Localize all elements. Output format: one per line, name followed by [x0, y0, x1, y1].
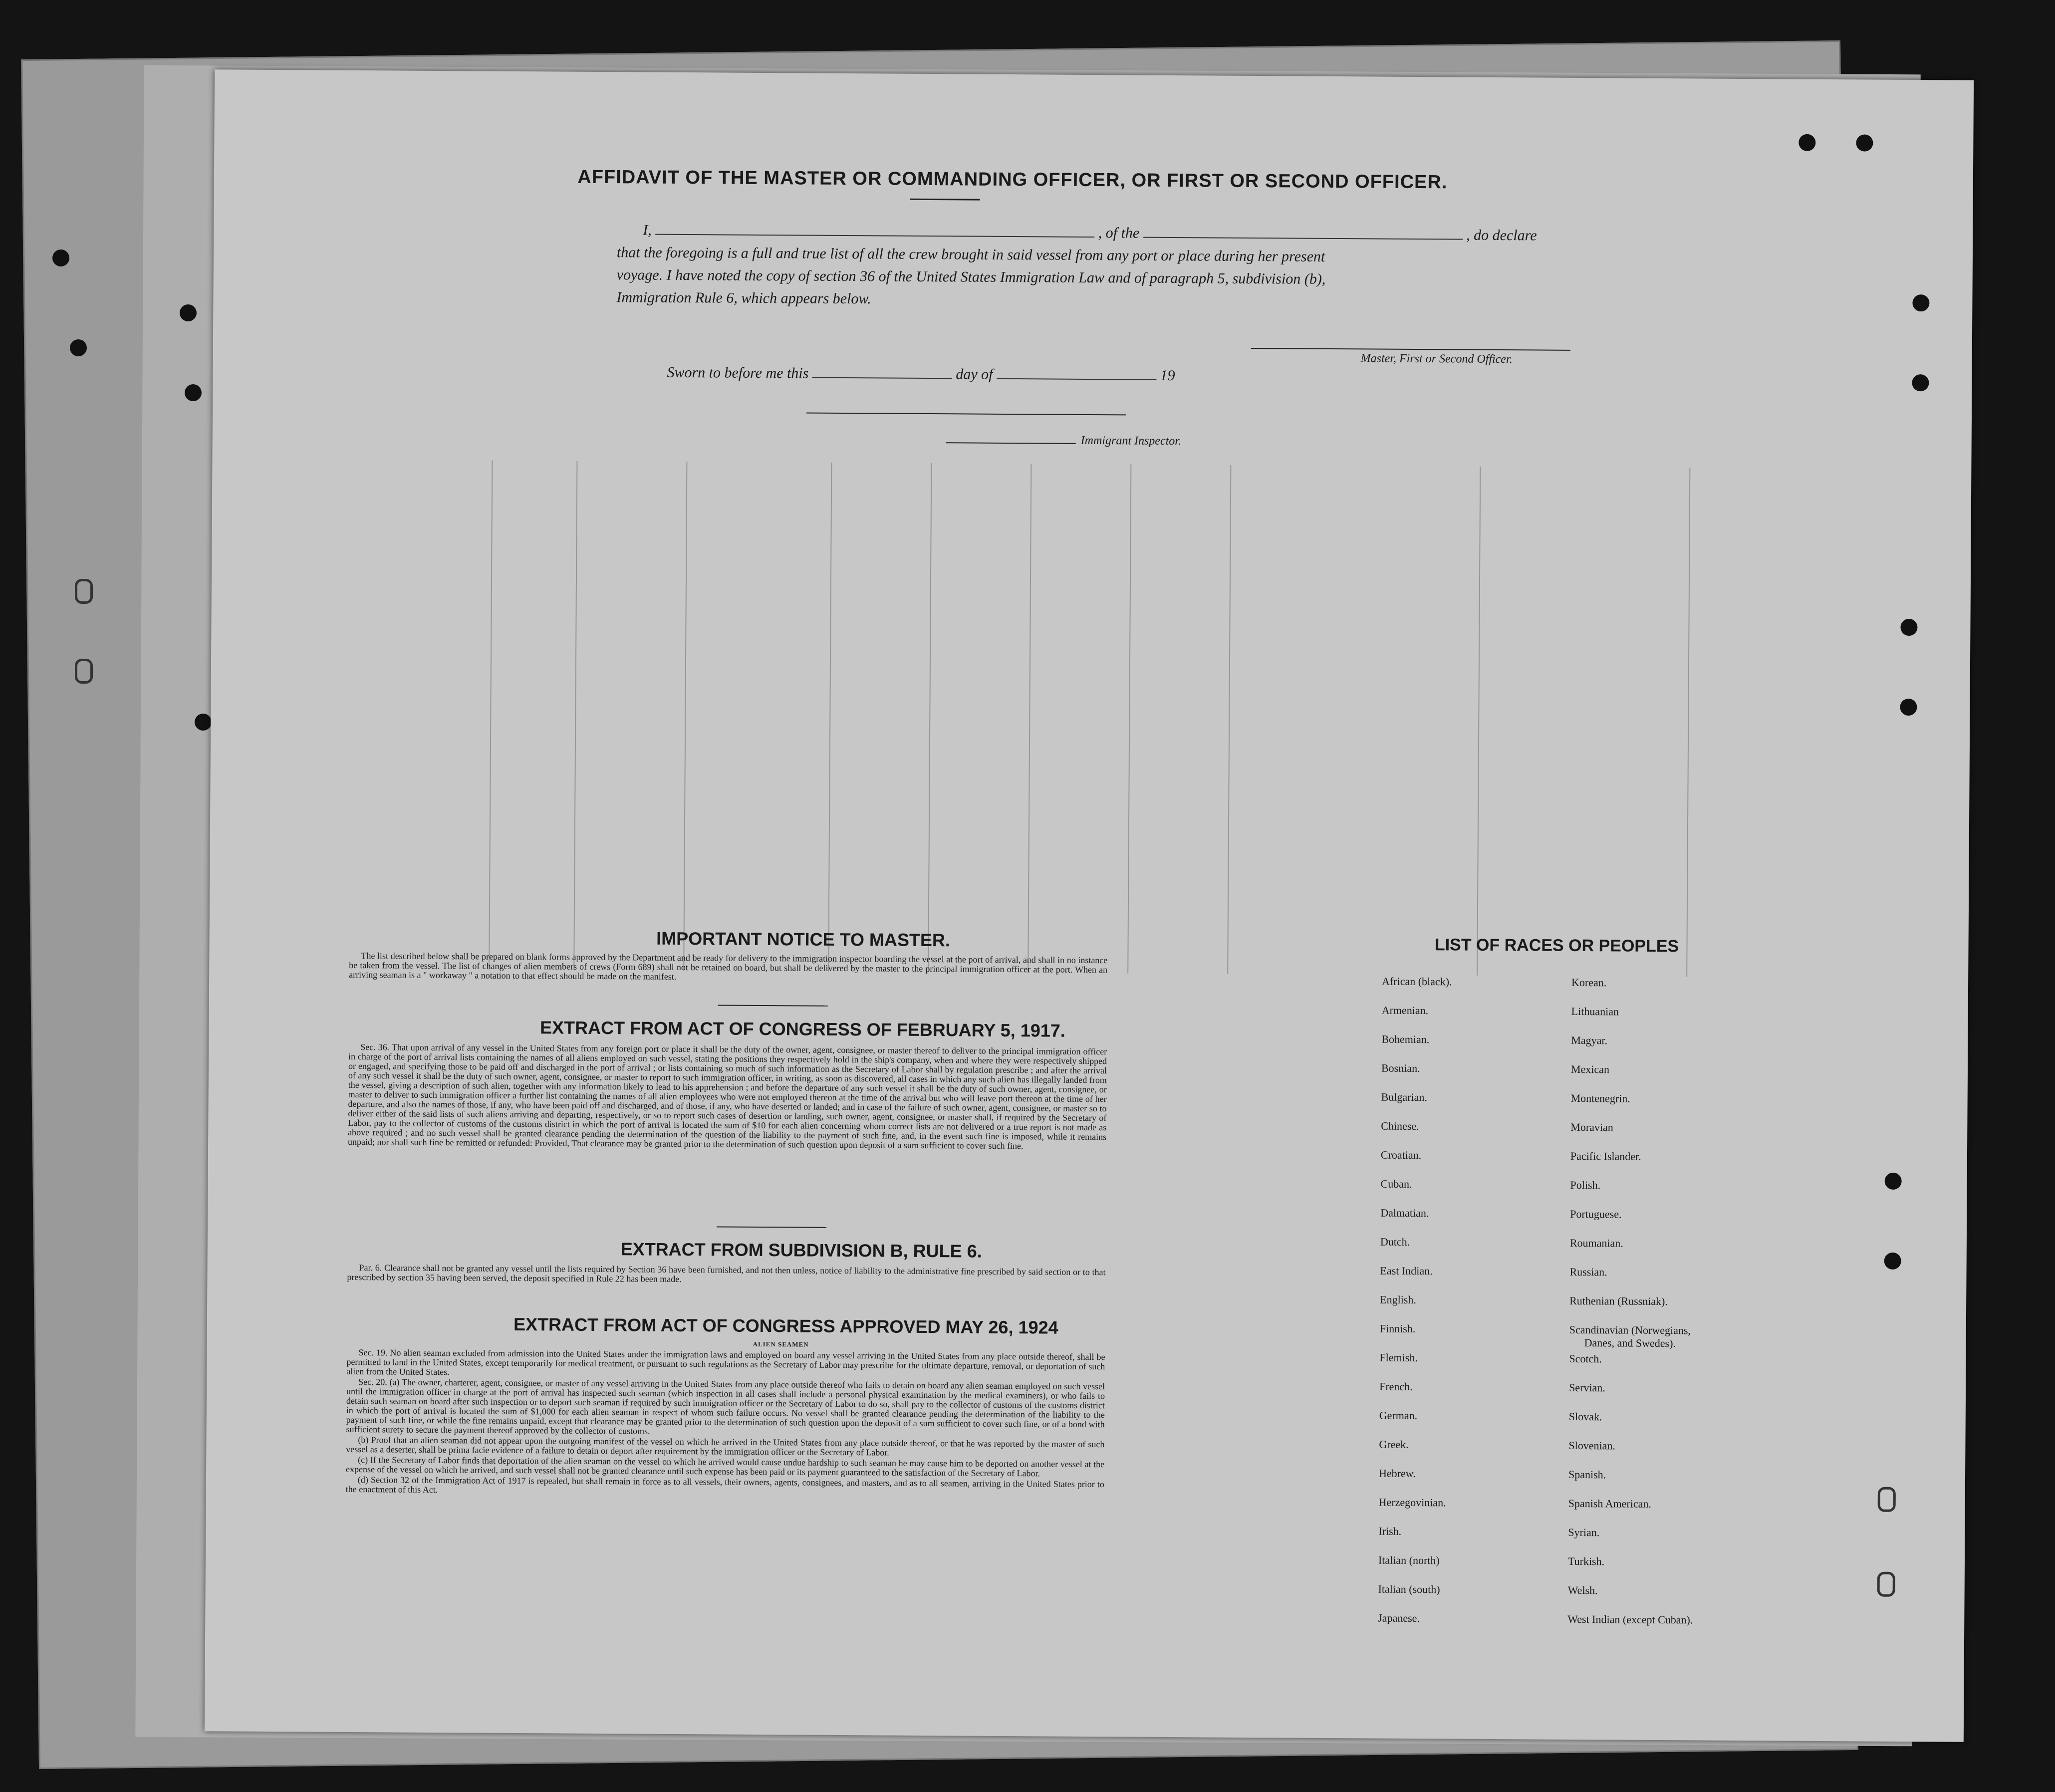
race-item: German. — [1379, 1409, 1418, 1422]
declaration-declare: , do declare — [1466, 227, 1537, 244]
race-item: Servian. — [1569, 1381, 1605, 1394]
declaration-line-4: Immigration Rule 6, which appears below. — [616, 289, 871, 307]
race-item: Montenegrin. — [1570, 1091, 1630, 1105]
race-item: Slovenian. — [1568, 1439, 1615, 1452]
race-item: African (black). — [1382, 975, 1452, 988]
race-item: Irish. — [1378, 1525, 1402, 1537]
punch-hole — [1885, 1173, 1902, 1190]
race-item: Cuban. — [1380, 1177, 1412, 1190]
race-item: West Indian (except Cuban). — [1567, 1612, 1693, 1626]
inspector-top-line — [806, 413, 1126, 416]
extract-1924-title: EXTRACT FROM ACT OF CONGRESS APPROVED MAY 26, 1924 — [513, 1313, 1058, 1338]
race-item: Flemish. — [1379, 1351, 1418, 1364]
section-36-paragraph: Sec. 36. That upon arrival of any vessel in the United States from any foreign port or place it shall be the duty of the owner, agent, consignee, or master thereof to deliver to the principal immigration officer in charge of the port of arrival lists containing the names of all aliens employed on such vessel, stating the positions they respectively hold in the ship's company, when and where they were respectively shipped or engaged, and specifying those to be paid off and discharged in the port of arrival ; or lists containing so much of such information as the Secretary of Labor shall by regulation prescribe ; and after the arrival of any such vessel it shall be the duty of such owner, agent, consignee, or master to report to such immigration officer, in writing, as soon as discovered, all cases in which any such alien has illegally landed from the vessel, giving a description of such alien, together with any information likely to lead to his apprehension ; and before the departure of any such vessel it shall be the duty of such owner, agent, consignee, or master to deliver to such immigration officer a further list containing the names of all alien employees who were not employed thereon at the time of the arrival but who will leave port thereon at the time of her departure, and also the names of those, if any, who have been paid off and discharged, and of those, if any, who have deserted or landed; and in case of the failure of such owner, agent, consignee, or master so to deliver either of the said lists of such aliens arriving and departing, respectively, or so to report such cases of desertion or landing, such owner, agent, consignee, or master shall, if required by the Secretary of Labor, pay to the collector of customs of the customs district in which the port of arrival is located the sum of $10 for each alien concerning whom correct lists are not delivered or a true report is not made as above required ; and no such vessel shall be granted clearance pending the determination of the question of the liability to the payment of such fine, and, in the event such fine is imposed, while it remains unpaid; nor shall such fine be remitted or refunded: Provided, That clearance may be granted prior to the determination of such question upon deposit of a sum sufficient to cover such fine. — [348, 1042, 1107, 1151]
race-item: Magyar. — [1571, 1033, 1608, 1047]
bleed-through-columns — [449, 420, 1750, 977]
notice-title: IMPORTANT NOTICE TO MASTER. — [656, 928, 951, 951]
extract-1917-title: EXTRACT FROM ACT OF CONGRESS OF FEBRUARY 5, 1917. — [539, 1017, 1065, 1041]
punch-hole — [70, 339, 87, 356]
divider — [718, 1005, 828, 1006]
punch-hole — [180, 304, 197, 321]
alien-seamen-subtitle: ALIEN SEAMEN — [753, 1340, 809, 1348]
declaration-line-1 — [643, 222, 1537, 245]
race-item: Syrian. — [1568, 1526, 1600, 1539]
race-item: Croatian. — [1380, 1148, 1422, 1162]
year-label: 19 — [1160, 367, 1175, 384]
declaration-i: I, — [643, 222, 652, 239]
sworn-label: Sworn to before me this — [667, 364, 809, 382]
name-field[interactable] — [655, 222, 1094, 238]
section-20b-paragraph: (b) Proof that an alien seaman did not appear upon the outgoing manifest of the vessel on which he arrived in the United States from any place outside thereof, or that he was reported by the master of such vessel as a deserter, shall be prima facie evidence of a failure to detain or deport after requirement by the immigration officer or the Secretary of Labor. — [346, 1435, 1105, 1458]
race-item: Mexican — [1570, 1062, 1610, 1076]
race-item: Roumanian. — [1569, 1236, 1623, 1250]
punch-hole — [52, 250, 69, 266]
race-item: Polish. — [1570, 1178, 1601, 1192]
manifest-page — [205, 69, 1974, 1742]
race-item: Turkish. — [1567, 1554, 1605, 1568]
race-item: Japanese. — [1378, 1611, 1420, 1625]
section-20d-paragraph: (d) Section 32 of the Immigration Act of 1917 is repealed, but shall remain in force as to all vessels, their owners, agents, consignees, and masters, and as to all seamen, arriving in the United States prior to the enactment of this Act. — [345, 1475, 1104, 1495]
race-item: Lithuanian — [1571, 1005, 1619, 1018]
race-item: Dalmatian. — [1380, 1206, 1429, 1220]
inspector-label: Immigrant Inspector. — [1080, 434, 1182, 448]
race-item: Bosnian. — [1381, 1061, 1420, 1075]
paragraph-6: Par. 6. Clearance shall not be granted any vessel until the lists required by Section 36 have been furnished, and not then unless, notice of liability to the administrative fine prescribed by said section or to that prescribed by section 35 having been served, the deposit specified in Rule 22 has been made. — [347, 1263, 1106, 1284]
race-item: Scandinavian (Norwegians, — [1569, 1323, 1691, 1337]
race-item: Armenian. — [1381, 1004, 1429, 1017]
punch-hole — [1798, 134, 1815, 151]
race-item: Italian (north) — [1378, 1553, 1440, 1567]
grommet-hole — [75, 579, 93, 604]
extract-1924-text — [346, 1348, 1105, 1500]
race-item: French. — [1379, 1380, 1413, 1393]
punch-hole — [1912, 294, 1929, 311]
declaration-line-2: that the foregoing is a full and true list of all the crew brought in said vessel from any port or place during her present — [616, 244, 1325, 265]
race-item: Portuguese. — [1570, 1207, 1622, 1221]
race-item: Greek. — [1379, 1438, 1409, 1451]
race-item: Chinese. — [1381, 1119, 1419, 1133]
race-item: English. — [1380, 1293, 1416, 1306]
notice-text — [349, 951, 1107, 985]
races-title: LIST OF RACES OR PEOPLES — [1434, 935, 1679, 956]
vessel-field[interactable] — [1143, 225, 1463, 240]
notice-paragraph: The list described below shall be prepared on blank forms approved by the Department and be ready for delivery to the immigration inspector boarding the vessel at the port of arrival, and shall in no instance be taken from the vessel. The list of changes of alien members of crews (Form 689) shall not be retained on board, but shall be delivered by the master to the principal immigration officer at the port. When an arriving seaman is a " workaway " a notation to that effect should be made on the manifest. — [349, 951, 1108, 982]
race-item: Welsh. — [1567, 1583, 1598, 1597]
race-item: Korean. — [1571, 976, 1607, 989]
race-item: Bohemian. — [1381, 1032, 1430, 1046]
affidavit-title: AFFIDAVIT OF THE MASTER OR COMMANDING OFFICER, OR FIRST OR SECOND OFFICER. — [577, 166, 1448, 193]
punch-hole — [1912, 374, 1929, 391]
title-divider — [910, 199, 980, 201]
race-item: Dutch. — [1380, 1235, 1410, 1248]
punch-hole — [1884, 1253, 1901, 1270]
subdivision-title: EXTRACT FROM SUBDIVISION B, RULE 6. — [620, 1239, 982, 1262]
grommet-hole — [75, 659, 93, 684]
sworn-month-field[interactable] — [997, 366, 1156, 380]
section-20c-paragraph: (c) If the Secretary of Labor finds that deportation of the alien seaman on the vessel on which he arrived would cause undue hardship to such seaman he may cause him to be deported on another vessel at the expense of the vessel on which he arrived, and such vessel shall not be granted clearance until such expense has been paid or its payment guaranteed to the satisfaction of the Secretary of Labor. — [346, 1455, 1105, 1479]
race-item: Spanish American. — [1568, 1497, 1651, 1510]
race-item: Bulgarian. — [1381, 1090, 1428, 1104]
race-item: Pacific Islander. — [1570, 1149, 1641, 1163]
grommet-hole — [1878, 1487, 1896, 1512]
day-of-label: day of — [956, 366, 993, 383]
sworn-line — [667, 364, 1175, 384]
section-19-paragraph: Sec. 19. No alien seaman excluded from admission into the United States under the immigration laws and employed on board any vessel arriving in the United States from any place outside thereof, shall be permitted to land in the United States, except temporarily for medical treatment, or pursuant to such regulations as the Secretary of Labor may prescribe for the ultimate departure, removal, or deportation of such alien from the United States. — [346, 1347, 1105, 1377]
race-item: Moravian — [1570, 1120, 1613, 1134]
race-item: Finnish. — [1379, 1322, 1416, 1335]
race-item: Ruthenian (Russniak). — [1569, 1294, 1668, 1308]
punch-hole — [195, 714, 212, 731]
punch-hole — [1900, 699, 1917, 716]
punch-hole — [185, 384, 202, 401]
subdivision-text — [347, 1263, 1105, 1287]
master-signature-label: Master, First or Second Officer. — [1360, 352, 1513, 366]
grommet-hole — [1877, 1572, 1895, 1597]
race-item: Italian (south) — [1378, 1582, 1440, 1596]
declaration-line-3: voyage. I have noted the copy of section 36 of the United States Immigration Law and of paragraph 5, subdivision (b), — [616, 266, 1326, 287]
sworn-day-field[interactable] — [812, 365, 952, 379]
race-item: Russian. — [1569, 1265, 1607, 1279]
declaration-of: , of the — [1098, 225, 1140, 242]
race-item: Spanish. — [1568, 1468, 1606, 1481]
race-item: Herzegovinian. — [1378, 1496, 1446, 1509]
punch-hole — [1856, 134, 1873, 151]
race-item: Danes, and Swedes). — [1584, 1336, 1676, 1350]
race-item: Slovak. — [1568, 1410, 1602, 1423]
punch-hole — [1900, 619, 1917, 636]
extract-1917-text — [348, 1042, 1107, 1152]
master-signature-line[interactable] — [1251, 348, 1570, 351]
race-item: East Indian. — [1380, 1264, 1433, 1278]
divider — [717, 1226, 826, 1228]
race-item: Hebrew. — [1378, 1467, 1416, 1480]
section-20a-paragraph: Sec. 20. (a) The owner, charterer, agent, consignee, or master of any vessel arriving in the United States from any place outside thereof who fails to detain on board any alien seaman employed on such vessel until the immigration officer in charge at the port of arrival has inspected such seaman (which inspection in all cases shall include a personal physical examination by the medical examiners), or who fails to detain such seaman on board after such inspection or to deport such seaman if required by such immigration officer or the Secretary of Labor to do so, shall pay to the collector of customs of the customs district in which the port of arrival is located the sum of $1,000 for each alien seaman in respect of whom such failure occurs. No vessel shall be granted clearance pending the determination of the liability to the payment of such fine, or while the fine remains unpaid, except that clearance may be granted prior to the determination of such question upon the deposit of a sum sufficient to cover such fine, or of a bond with sufficient surety to secure the payment thereof approved by the collector of customs. — [346, 1377, 1105, 1436]
race-item: Scotch. — [1569, 1352, 1602, 1365]
